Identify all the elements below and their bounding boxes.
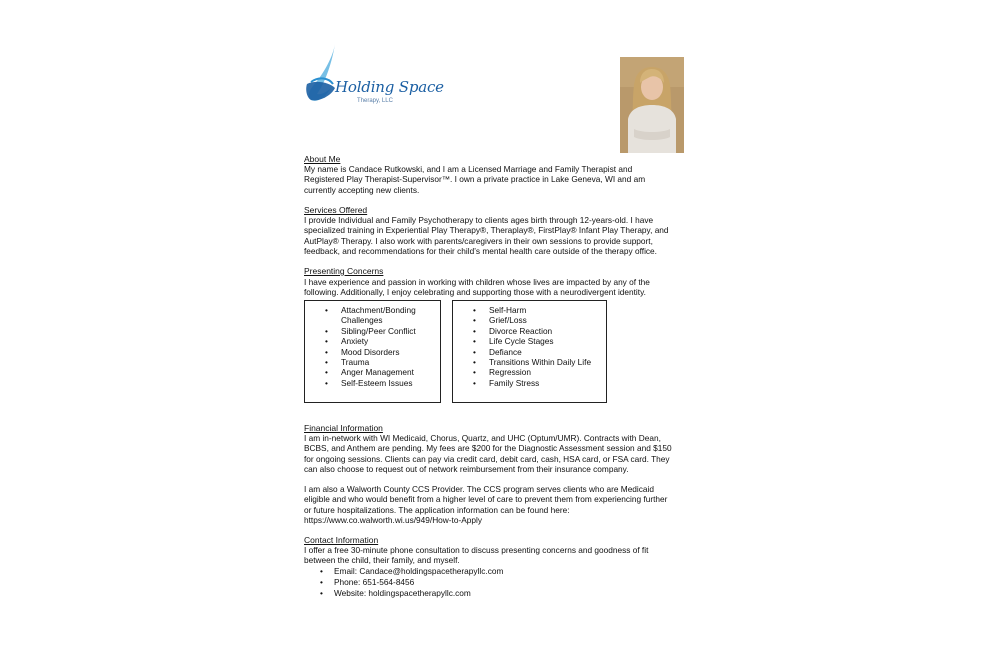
therapist-photo: [620, 57, 684, 153]
services-text: [304, 215, 702, 256]
concerns-text: [304, 277, 702, 298]
company-logo: [305, 42, 444, 112]
financial-line: I am in-network with WI Medicaid, Chorus, Quartz, and UHC (Optum/UMR). Contracts with Dean,: [304, 433, 661, 443]
about-text: [304, 164, 702, 195]
services-line: specialized training in Experiential Play Therapy®, Theraplay®, FirstPlay® Infant Play Therapy, and: [304, 225, 669, 236]
ccs-application-link[interactable]: https://www.co.walworth.wi.us/949/How-to-Apply: [304, 514, 482, 525]
concerns-right-box: [452, 300, 607, 403]
ccs-line: I am also a Walworth County CCS Provider. The CCS program serves clients who are Medicaid: [304, 484, 654, 494]
concern-item: • Self-Harm: [453, 305, 606, 315]
contact-line: I offer a free 30-minute phone consultation to discuss presenting concerns and goodness of fit: [304, 545, 649, 555]
concern-item: • Regression: [453, 367, 606, 377]
financial-line: for ongoing sessions. Clients can pay via credit card, debit card, cash, HSA card, or FSA card. They: [304, 453, 670, 464]
brush-stroke-icon: [305, 42, 345, 106]
concern-item: • Grief/Loss: [453, 315, 606, 325]
contact-phone[interactable]: • Phone: 651-564-8456: [304, 577, 503, 588]
concerns-line: following. Additionally, I enjoy celebrating and supporting those with a neurodivergent identity.: [304, 287, 646, 298]
concern-item: • Defiance: [453, 347, 606, 357]
concern-item: • Attachment/Bonding: [305, 305, 440, 315]
contact-line: between the child, their family, and myself.: [304, 555, 460, 566]
concerns-line: I have experience and passion in working with children whose lives are impacted by any of the: [304, 277, 650, 287]
logo-name: Holding Space: [335, 78, 444, 96]
logo-subtitle: Therapy, LLC: [357, 98, 393, 104]
concern-item: • Divorce Reaction: [453, 326, 606, 336]
concern-item-text: Challenges: [341, 315, 383, 326]
about-line: currently accepting new clients.: [304, 184, 420, 195]
concern-item: • Trauma: [305, 357, 440, 367]
about-line: Registered Play Therapist-Supervisor™. I own a private practice in Lake Geneva, WI and am: [304, 174, 646, 185]
concern-item: • Anger Management: [305, 367, 440, 377]
financial-text: [304, 433, 702, 474]
concern-item: • Life Cycle Stages: [453, 336, 606, 346]
ccs-line: or future hospitalizations. The application information can be found here:: [304, 504, 570, 515]
financial-line: can also choose to request out of network reimbursement from their insurance company.: [304, 463, 629, 474]
financial-line: BCBS, and Anthem are pending. My fees are $200 for the Diagnostic Assessment session and $150: [304, 443, 672, 454]
concern-item: • Self-Esteem Issues: [305, 378, 440, 388]
concern-item: • Sibling/Peer Conflict: [305, 326, 440, 336]
contact-email[interactable]: • Email: Candace@holdingspacetherapyllc.com: [304, 566, 503, 577]
concern-item: • Family Stress: [453, 378, 606, 388]
contact-list: [304, 566, 503, 599]
contact-website[interactable]: • Website: holdingspacetherapyllc.com: [304, 588, 503, 599]
ccs-text: [304, 484, 702, 525]
services-line: I provide Individual and Family Psychotherapy to clients ages birth through 12-years-old. I have: [304, 215, 654, 225]
portrait-photo-icon: [620, 57, 684, 153]
services-line: AutPlay® Therapy. I also work with parents/caregivers in their own sessions to provide support,: [304, 235, 653, 246]
ccs-line: eligible and who would benefit from a higher level of care to prevent them from experiencing further: [304, 494, 668, 505]
about-title: About Me: [304, 154, 341, 164]
contact-title: Contact Information: [304, 535, 379, 545]
concern-item: • Anxiety: [305, 336, 440, 346]
concern-item-continued: [305, 315, 440, 325]
concerns-left-box: [304, 300, 441, 403]
services-line: feedback, and recommendations for their child’s mental health care outside of the therapy office.: [304, 245, 657, 256]
services-title: Services Offered: [304, 205, 368, 215]
contact-text: [304, 545, 702, 566]
concern-item: • Mood Disorders: [305, 347, 440, 357]
concerns-title: Presenting Concerns: [304, 266, 384, 276]
financial-title: Financial Information: [304, 423, 383, 433]
concern-item: • Transitions Within Daily Life: [453, 357, 606, 367]
about-line: My name is Candace Rutkowski, and I am a Licensed Marriage and Family Therapist and: [304, 164, 633, 174]
